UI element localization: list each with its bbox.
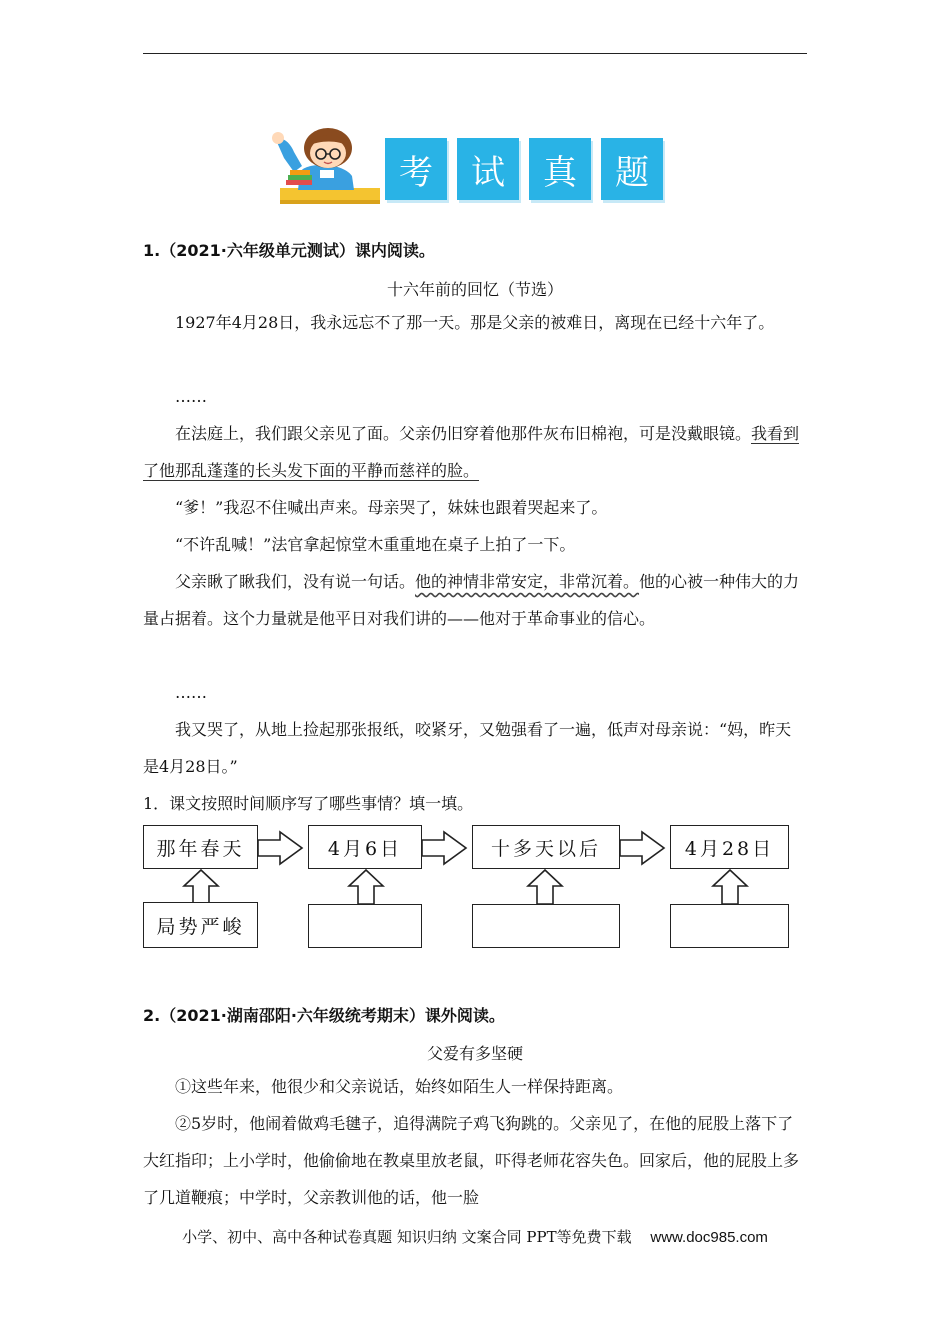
passage-1-title: 十六年前的回忆（节选） [386,280,563,299]
passage-2-paragraph: ①这些年来，他很少和父亲说话，始终如陌生人一样保持距离。 [175,1077,624,1096]
wavy-underlined-sentence: 他的神情非常安定，非常沉着。 [415,572,640,591]
passage-1-paragraph: “不许乱喊！”法官拿起惊堂木重重地在桌子上拍了一下。 [175,535,576,554]
up-arrow-icon [349,870,383,904]
timeline-box: 4月28日 [670,825,789,869]
passage-1-paragraph: “爹！”我忍不住喊出声来。母亲哭了，妹妹也跟着哭起来了。 [175,498,608,517]
passage-2-title: 父爱有多坚硬 [426,1044,523,1063]
passage-1-paragraph: 1927年4月28日，我永远忘不了那一天。那是父亲的被难日，离现在已经十六年了。 [175,313,775,332]
event-box: 局势严峻 [143,902,258,948]
timeline-box: 十多天以后 [472,825,620,869]
up-arrow-icon [713,870,747,904]
event-answer-box[interactable] [308,904,422,948]
question-1-heading: 1.（2021·六年级单元测试）课内阅读。 [143,241,435,260]
event-answer-box[interactable] [670,904,789,948]
passage-1-paragraph: 我又哭了，从地上捡起那张报纸，咬紧牙，又勉强看了一遍，低声对母亲说：“妈，昨天是4月28日。” [143,720,792,776]
footer-text: 小学、初中、高中各种试卷真题 知识归纳 文案合同 PPT等免费下载 [182,1228,632,1246]
event-answer-box[interactable] [472,904,620,948]
up-arrow-icon [528,870,562,904]
question-2-heading: 2.（2021·湖南邵阳·六年级统考期末）课外阅读。 [143,1006,505,1025]
paragraph-text: 他的心被一种伟大的力量占据着。这个力量就是他平日对我们讲的——他对于革命事业的信心。 [143,572,800,628]
timeline-box: 那年春天 [143,825,258,869]
banner-tile: 真 [529,138,591,200]
page-footer [143,1226,807,1247]
right-arrow-icon [422,832,466,864]
ellipsis: …… [175,387,207,406]
sub-question-1: 1．课文按照时间顺序写了哪些事情？填一填。 [143,794,474,813]
banner-tile: 题 [601,138,663,200]
passage-2-paragraph: ②5岁时，他闹着做鸡毛毽子，追得满院子鸡飞狗跳的。父亲见了，在他的屁股上落下了大红指印；上小学时，他偷偷地在教桌里放老鼠，吓得老师花容失色。回家后，他的屁股上多了几道鞭痕；中学时，父亲教训他的话，他一脸 [143,1114,800,1207]
paragraph-text: 父亲瞅了瞅我们，没有说一句话。 [175,572,416,591]
ellipsis: …… [175,683,207,702]
right-arrow-icon [258,832,302,864]
up-arrow-icon [184,870,218,904]
footer-url[interactable]: www.doc985.com [650,1229,768,1246]
paragraph-text: 在法庭上，我们跟父亲见了面。父亲仍旧穿着他那件灰布旧棉袍，可是没戴眼镜。 [175,424,752,443]
timeline-box: 4月6日 [308,825,422,869]
banner-tile: 试 [457,138,519,200]
banner-tile: 考 [385,138,447,200]
underlined-sentence: 我看到了他那乱蓬蓬的长头发下面的平静而慈祥的脸。 [143,424,800,480]
right-arrow-icon [620,832,664,864]
